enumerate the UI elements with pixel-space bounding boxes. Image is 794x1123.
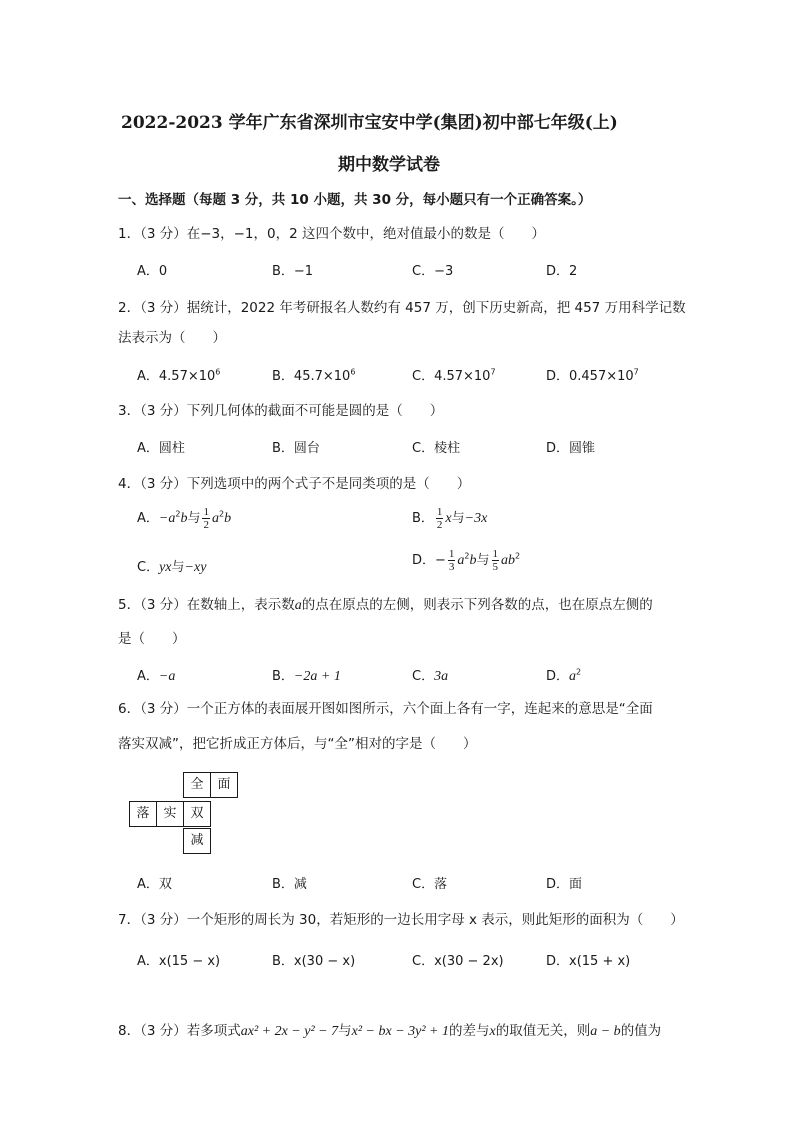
question-4-stem: 4．（3 分）下列选项中的两个式子不是同类项的是（ ） [118,476,471,492]
question-3-option-a: A．圆柱 [137,441,185,456]
question-3-option-c: C．棱柱 [412,441,461,456]
question-2-stem-line2: 法表示为（ ） [118,330,226,346]
question-6-option-d: D．面 [546,877,583,892]
section-heading: 一、选择题（每题 3 分，共 10 小题，共 30 分，每小题只有一个正确答案。） [118,192,592,208]
net-cell-luo: 落 [129,801,157,827]
question-6-option-a: A．双 [137,877,172,892]
question-1-option-d: D．2 [546,264,578,279]
question-3-option-b: B．圆台 [272,441,320,456]
question-5-option-c: C．3a [412,669,449,684]
fraction: $\frac{1}{3}$ [448,548,455,573]
question-1-option-a: A．0 [137,264,168,279]
question-1-option-c: C．−3 [412,264,454,279]
net-cell-mian: 面 [210,772,238,798]
question-4-option-b: B． $\frac{1}{2}$ x与−3x [412,506,488,531]
question-2-option-b: B．$45.7\times 10^6$ [272,367,356,384]
question-6-option-c: C．落 [412,877,448,892]
net-cell-jian: 减 [183,828,211,854]
question-7-option-b: B．x(30 − x) [272,954,356,969]
net-cell-shi: 实 [156,801,184,827]
question-7-option-c: C．x(30 − 2x) [412,954,504,969]
net-cell-quan: 全 [183,772,211,798]
fraction: $\frac{1}{2}$ [203,506,209,531]
question-7-option-d: D．x(15 + x) [546,954,631,969]
question-5-option-d: D．$a^2$ [546,667,582,684]
net-cell-shuang: 双 [183,801,211,827]
question-4-option-c: C．yx与−xy [137,560,207,575]
page-title-line2: 期中数学试卷 [338,155,440,175]
question-6-option-b: B．减 [272,877,307,892]
question-5-option-b: B．−2a + 1 [272,669,341,684]
question-3-option-d: D．圆锥 [546,441,596,456]
cube-net-figure [126,772,241,856]
page-title-line1: 2022-2023 学年广东省深圳市宝安中学(集团)初中部七年级(上) [121,113,618,133]
question-7-stem: 7．（3 分）一个矩形的周长为 30，若矩形的一边长用字母 x 表示，则此矩形的面积为（ ） [118,912,684,928]
question-7-option-a: A．x(15 − x) [137,954,221,969]
question-2-option-c: C．$4.57\times 10^7$ [412,367,496,384]
question-6-stem-line2: 落实双减”，把它折成正方体后，与“全”相对的字是（ ） [118,736,477,752]
question-4-option-d: D．− $\frac{1}{3}$ $a^2b$与 $\frac{1}{5}$ $ab^2$ [412,548,521,573]
question-5-option-a: A．−a [137,669,176,684]
question-1-option-b: B．−1 [272,264,314,279]
question-8-stem: 8．（3 分）若多项式ax² + 2x − y² − 7与x² − bx − 3y² + 1的差与x的取值无关，则a − b的值为 [118,1023,662,1039]
question-6-stem-line1: 6．（3 分）一个正方体的表面展开图如图所示，六个面上各有一字，连起来的意思是“全面 [118,701,653,717]
question-2-option-d: D．$0.457\times 10^7$ [546,367,639,384]
question-5-stem-line2: 是（ ） [118,631,186,647]
question-3-stem: 3．（3 分）下列几何体的截面不可能是圆的是（ ） [118,403,444,419]
fraction: $\frac{1}{5}$ [492,548,499,573]
fraction: $\frac{1}{2}$ [436,506,443,531]
question-1-stem: 1．（3 分）在−3，−1，0，2 这四个数中，绝对值最小的数是（ ） [118,226,545,242]
question-4-option-a: A．$-a^2b$与 $\frac{1}{2}$ $a^2b$ [137,506,232,531]
question-5-stem-line1: 5．（3 分）在数轴上，表示数a的点在原点的左侧，则表示下列各数的点，也在原点左侧的 [118,597,653,613]
question-2-stem-line1: 2．（3 分）据统计，2022 年考研报名人数约有 457 万，创下历史新高，把 457 万用科学记数 [118,300,686,316]
question-2-option-a: A．$4.57\times 10^6$ [137,367,221,384]
